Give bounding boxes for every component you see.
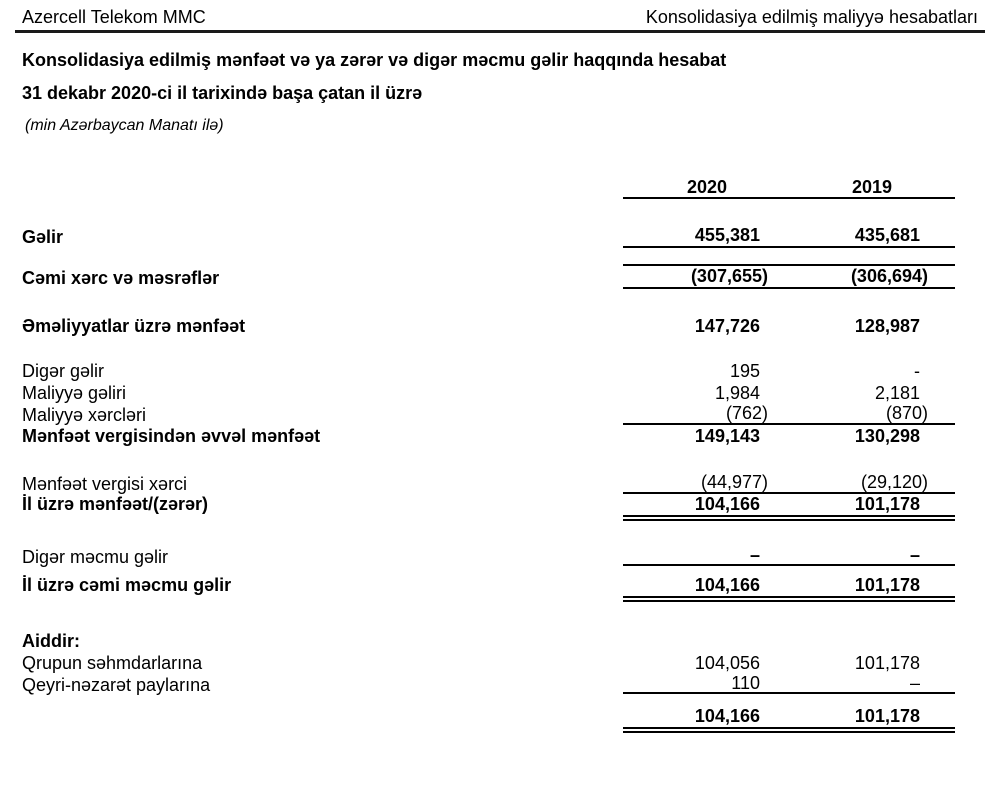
- page-header: [0, 0, 1000, 28]
- row-other-comprehensive-income: [0, 546, 1000, 566]
- statement-title: Konsolidasiya edilmiş mənfəət və ya zərər və digər məcmu gəlir haqqında hesabat: [22, 50, 727, 70]
- row-label: Əməliyyatlar üzrə mənfəət: [22, 316, 246, 336]
- row-label: Digər gəlir: [22, 361, 105, 381]
- value-2019: 130,298: [854, 426, 920, 446]
- row-label: İl üzrə cəmi məcmu gəlir: [22, 575, 232, 595]
- value-2019: 128,987: [854, 316, 920, 336]
- value-2019: 101,178: [854, 575, 920, 595]
- row-label: Maliyyə gəliri: [22, 383, 127, 403]
- double-rule: [623, 515, 955, 521]
- row-total-comprehensive-income: [0, 575, 1000, 596]
- value-2020: –: [749, 545, 760, 565]
- value-2019: (870): [885, 403, 928, 423]
- row-label: Mənfəət vergisi xərci: [22, 474, 188, 494]
- currency-note: (min Azərbaycan Manatı ilə): [25, 117, 224, 134]
- value-2020: 455,381: [694, 225, 760, 245]
- value-2020: (307,655): [690, 266, 768, 286]
- row-label: Cəmi xərc və məsrəflər: [22, 268, 220, 288]
- row-profit-for-year: [0, 494, 1000, 515]
- row-total-costs: [0, 264, 1000, 289]
- value-2020: 149,143: [694, 426, 760, 446]
- value-2019: –: [909, 545, 920, 565]
- value-2020: (762): [725, 403, 768, 423]
- column-header-2019: 2019: [851, 177, 892, 197]
- value-2020: (44,977): [700, 472, 768, 492]
- row-label: İl üzrə mənfəət/(zərər): [22, 494, 209, 514]
- row-non-controlling-interests: [0, 674, 1000, 694]
- value-2019: (29,120): [860, 472, 928, 492]
- row-label: Digər məcmu gəlir: [22, 547, 169, 567]
- statement-period: 31 dekabr 2020-ci il tarixində başa çatan il üzrə: [22, 83, 423, 103]
- value-2020: 110: [731, 673, 760, 693]
- header-rule: [15, 30, 985, 33]
- value-2020: 147,726: [694, 316, 760, 336]
- double-rule: [623, 596, 955, 602]
- row-profit-before-tax: [0, 425, 1000, 447]
- value-2019: 101,178: [854, 494, 920, 514]
- value-2020: 104,166: [694, 575, 760, 595]
- row-finance-income: [0, 382, 1000, 404]
- row-revenue: [0, 225, 1000, 248]
- value-2020: 195: [729, 361, 760, 381]
- row-income-tax-expense: [0, 473, 1000, 494]
- value-2019: 101,178: [854, 706, 920, 726]
- row-group-shareholders: [0, 652, 1000, 674]
- value-2019: 435,681: [854, 225, 920, 245]
- row-label: Qeyri-nəzarət paylarına: [22, 675, 211, 695]
- column-header-2020: 2020: [686, 177, 727, 197]
- row-operating-profit: [0, 315, 1000, 337]
- report-type-label: Konsolidasiya edilmiş maliyyə hesabatları: [645, 7, 978, 27]
- row-label: Qrupun səhmdarlarına: [22, 653, 203, 673]
- value-2020: 104,056: [694, 653, 760, 673]
- row-label: Gəlir: [22, 227, 64, 247]
- row-label: Maliyyə xərcləri: [22, 405, 147, 425]
- row-finance-costs: [0, 404, 1000, 425]
- row-other-income: [0, 360, 1000, 382]
- column-header-row: [0, 178, 1000, 199]
- company-name: Azercell Telekom MMC: [22, 7, 206, 27]
- value-2019: 2,181: [874, 383, 920, 403]
- row-attributable-header: [0, 630, 1000, 652]
- value-2019: –: [909, 673, 920, 693]
- value-2019: (306,694): [850, 266, 928, 286]
- value-2020: 1,984: [714, 383, 760, 403]
- statement-table: [0, 178, 1000, 733]
- value-2020: 104,166: [694, 494, 760, 514]
- double-rule: [623, 727, 955, 733]
- value-2019: 101,178: [854, 653, 920, 673]
- row-label: Mənfəət vergisindən əvvəl mənfəət: [22, 426, 321, 446]
- value-2020: 104,166: [694, 706, 760, 726]
- value-2019: -: [914, 361, 920, 381]
- row-label: Aiddir:: [22, 631, 80, 651]
- row-attributable-total: [0, 706, 1000, 727]
